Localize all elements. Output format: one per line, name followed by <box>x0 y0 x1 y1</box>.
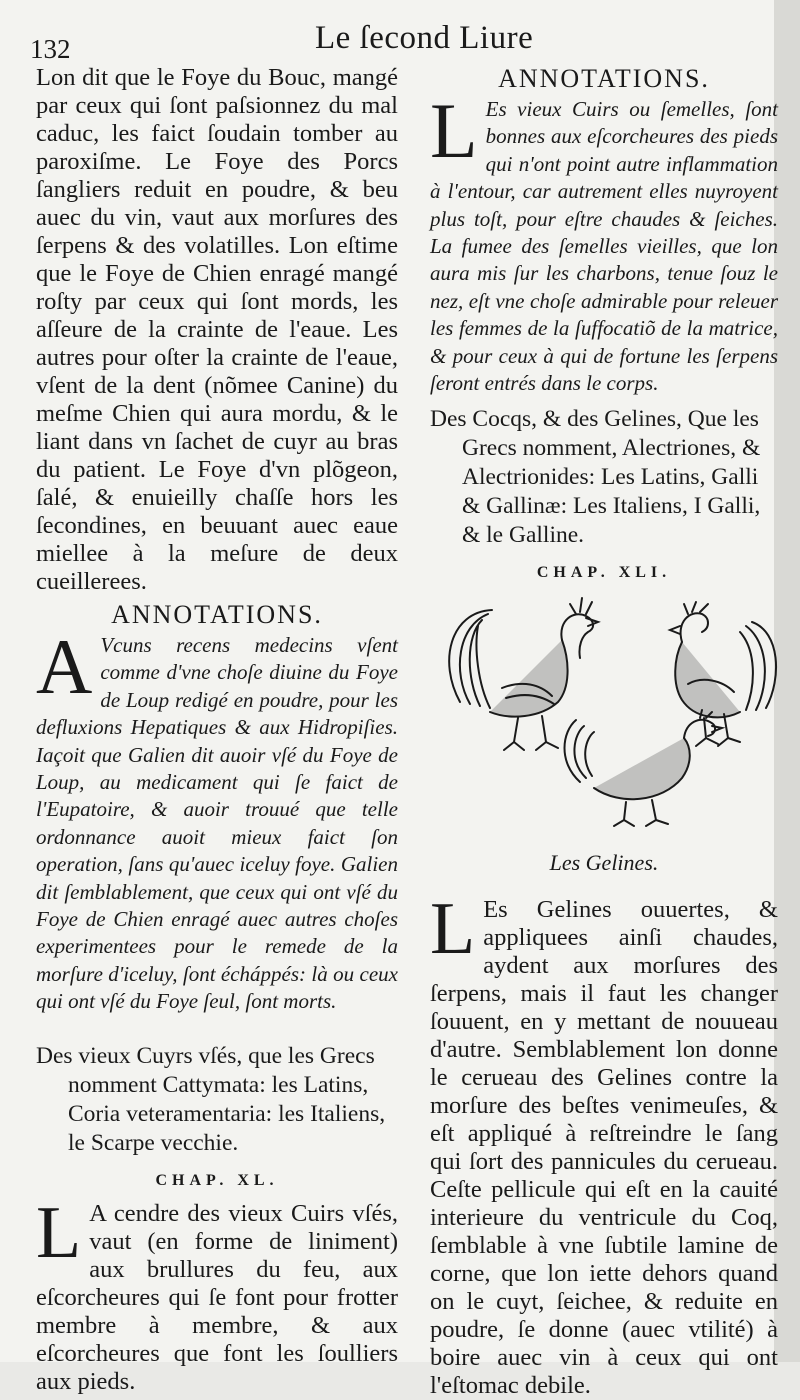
left-annotations-title: ANNOTATIONS. <box>111 600 323 629</box>
right-chapter-dropcap: L <box>430 888 476 971</box>
right-column <box>430 64 778 1400</box>
right-annotation-body: Es vieux Cuirs ou ſemelles, ſont bonnes aux eſcorcheures des pieds qui n'ont point autre inflammation à l'entour, car autrement elles nuyroyent plus toſt, pour eſtre chaudes & ſeiches. La fumee des ſemelles vieilles, que lon aura mis ſur les charbons, tenue ſouz le nez, eſt vne choſe admirable pour releuer les femmes de la ſuffocatiõ de la matrice, & pour ceux à qui de fortune les ſerpens ſeront entrés dans le corps. <box>430 97 778 396</box>
left-chapter-text <box>36 1191 398 1396</box>
hen-bottom <box>565 710 723 826</box>
left-column <box>36 64 398 1396</box>
right-annotation-text <box>430 87 778 397</box>
page-number: 132 <box>30 34 71 64</box>
left-paragraph: Lon dit que le Foye du Bouc, mangé par ceux qui ſont paſsionnez du mal caduc, les faict ſoudain tomber au paroxiſme. Le Foye des Porcs ſangliers reduit en poudre, & beu auec du vin, vaut aux morſures des ſerpens & des volatilles. Lon eſtime que le Foye de Chien enragé mangé roſty par ceux qui ſont mords, les aſſeure de la crainte de l'eaue. Les autres pour oſter la crainte de l'eaue, vſent de la dent (nõmee Canine) du meſme Chien qui aura mordu, & le liant dans vn ſachet de cuyr au bras du patient. Le Foye d'vn plõgeon, ſalé, & enuieilly chaſſe hors les ſecondines, en beuuant auec eaue miellee à la meſure de deux cueillerees. <box>36 64 398 595</box>
right-chapter-text <box>430 888 778 1400</box>
figure-caption: Les Gelines. <box>549 850 659 876</box>
left-chapter-heading: Des vieux Cuyrs vſés, que les Grecs nomment Cattymata: les Latins, Coria veteramentaria: les Italiens, le Scarpe vecchie. <box>36 1042 386 1156</box>
right-chapter-label: CHAP. XLI. <box>536 564 672 582</box>
gelines-woodcut <box>430 592 778 842</box>
right-chapter-body: Es Gelines ouuertes, & appliquees ainſi chaudes, aydent aux morſures des ſerpens, mais il faut les changer ſouuent, en y mettant de nouueau d'autre. Semblablement lon donne le cerueau des Gelines contre la morſure des beſtes venimeuſes, & eſt appliqué à reſtreindre le ſang qui ſort des pannicules du cerueau. Ceſte pellicule qui eſt en la cauité interieure du ventricule du Coq, ſemblable à vne ſubtile lamine de corne, que lon iette dehors quand on le cuyt, ſeichee, & reduite en poudre, ſe donne (auec vtilité) à boire auec vin à ceux qui ont l'eſtomac debile. <box>430 896 778 1400</box>
rooster-left <box>449 598 598 750</box>
left-annotation-body: Vcuns recens medecins vſent comme d'vne choſe diuine du Foye de Loup redigé en poudre, pour les defluxions Hepatiques & aux Hidropiſies. Iaçoit que Galien dit auoir vſé du Foye de Loup, au medicament qui ſe faict de l'Eupatoire, & auoir trouué que telle ordonnance auoit mieux faict ſon operation, ſans qu'auec iceluy foye. Galien dit ſemblablement, que ceux qui ont vſé du Foye de Chien enragé auec autres choſes experimentees pour le remede de la morſure d'iceluy, ſont écháppés: là ou ceux qui ont vſé du Foye ſeul, ſont morts. <box>36 633 398 1014</box>
roosters-illustration <box>430 592 778 842</box>
rooster-right <box>670 602 776 746</box>
left-chapter-body: A cendre des vieux Cuirs vſés, vaut (en forme de liniment) aux brullures du feu, aux eſcorcheures qui ſe font pour frotter membre à membre, & aux eſcorcheures que font les ſoulliers aux pieds. <box>36 1199 398 1395</box>
right-annotation-dropcap: L <box>430 87 478 174</box>
left-annotation-dropcap: A <box>36 623 93 710</box>
left-chapter-dropcap: L <box>36 1191 82 1274</box>
left-annotation-text <box>36 623 398 1016</box>
right-annotations-title: ANNOTATIONS. <box>498 64 710 93</box>
running-title: Le ſecond Liure <box>315 20 534 56</box>
left-chapter-label: CHAP. XL. <box>155 1171 279 1189</box>
right-chapter-heading: Des Cocqs, & des Gelines, Que les Grecs nomment, Alectriones, & Alectrionides: Les Latins, Galli & Gallinæ: Les Italiens, I Galli, & le Galline. <box>430 406 761 549</box>
